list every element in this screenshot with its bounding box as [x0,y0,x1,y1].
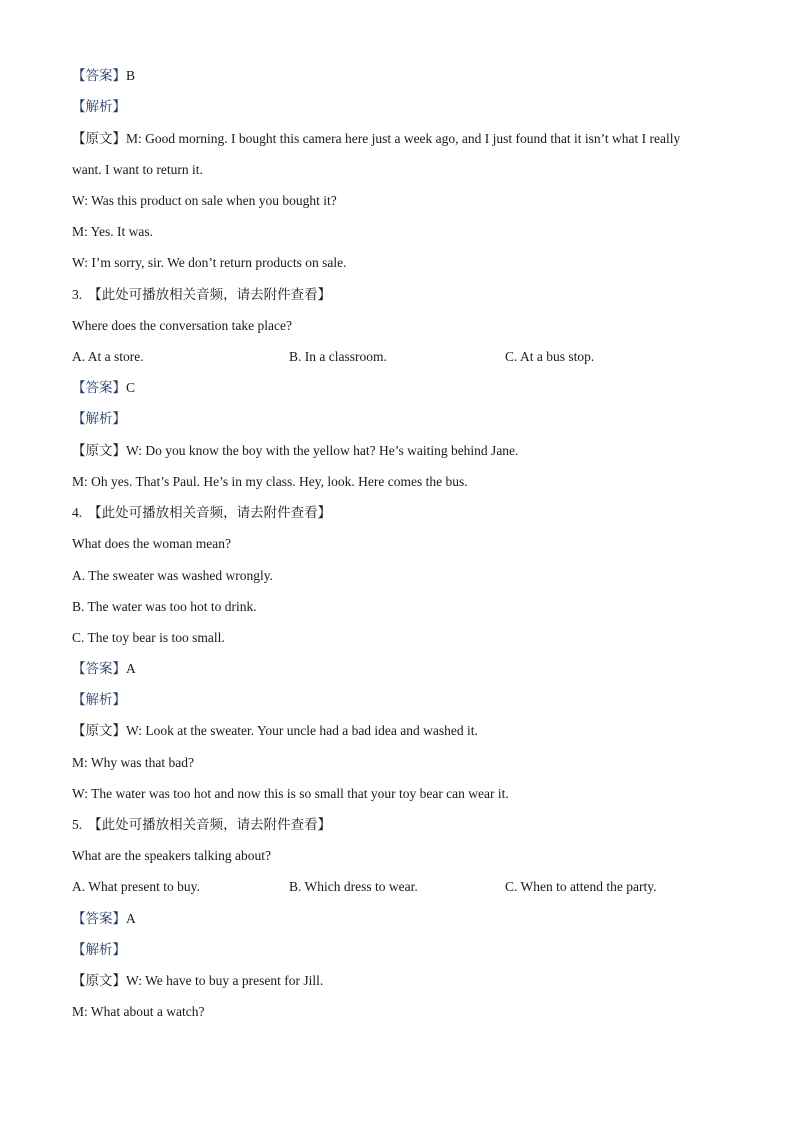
answer-label: 【答案】 [72,911,126,926]
transcript-text: M: Good morning. I bought this camera here just a week ago, and I just found that it isn’t what I really [126,131,681,146]
option-c: C. When to attend the party. [505,879,657,894]
answer-label: 【答案】 [72,68,126,83]
option-c: C. The toy bear is too small. [72,630,225,645]
option-b: B. The water was too hot to drink. [72,599,257,614]
option-c: C. At a bus stop. [505,349,595,364]
answer-label: 【答案】 [72,380,126,395]
transcript-line: W: Was this product on sale when you bought it? [72,193,337,208]
analysis-line-q3 [72,410,126,428]
transcript-line: W: The water was too hot and now this is so small that your toy bear can wear it. [72,786,509,801]
analysis-line-q2 [72,98,126,116]
analysis-label: 【解析】 [72,692,126,707]
answer-line-q2 [72,67,135,85]
transcript-text: W: Look at the sweater. Your uncle had a bad idea and washed it. [126,723,478,738]
option-a: A. At a store. [72,349,144,364]
question-header-5 [72,816,331,834]
question-text: What does the woman mean? [72,536,231,551]
question-header-3 [72,286,331,304]
option-a: A. The sweater was washed wrongly. [72,568,273,583]
transcript-line: M: Yes. It was. [72,224,154,239]
answer-line-q5 [72,910,136,928]
answer-line-q4 [72,660,136,678]
analysis-label: 【解析】 [72,942,126,957]
analysis-line-q4 [72,691,126,709]
original-line-q5 [72,972,323,990]
analysis-label: 【解析】 [72,411,126,426]
question-text: Where does the conversation take place? [72,318,293,333]
question-number: 5. [72,817,83,832]
question-number: 3. [72,287,83,302]
original-line-q4 [72,722,478,740]
answer-line-q3 [72,379,135,397]
answer-value: B [126,68,136,83]
answer-value: C [126,380,136,395]
question-number: 4. [72,505,83,520]
transcript-line: M: Oh yes. That’s Paul. He’s in my class. Hey, look. Here comes the bus. [72,474,468,489]
audio-note: 【此处可播放相关音频，请去附件查看】 [88,505,332,520]
analysis-label: 【解析】 [72,99,126,114]
option-a: A. What present to buy. [72,879,200,894]
question-text: What are the speakers talking about? [72,848,272,863]
analysis-line-q5 [72,941,126,959]
original-label: 【原文】 [72,443,126,458]
transcript-line: W: I’m sorry, sir. We don’t return products on sale. [72,255,347,270]
option-b: B. In a classroom. [289,349,387,364]
option-b: B. Which dress to wear. [289,879,418,894]
answer-value: A [126,911,136,926]
audio-note: 【此处可播放相关音频，请去附件查看】 [88,817,332,832]
transcript-text: W: We have to buy a present for Jill. [126,973,324,988]
transcript-line: M: Why was that bad? [72,755,194,770]
answer-value: A [126,661,136,676]
original-label: 【原文】 [72,131,126,146]
original-line-q2 [72,130,680,148]
answer-label: 【答案】 [72,661,126,676]
transcript-text: W: Do you know the boy with the yellow hat? He’s waiting behind Jane. [126,443,519,458]
transcript-text: want. I want to return it. [72,162,203,177]
original-label: 【原文】 [72,723,126,738]
question-header-4 [72,504,331,522]
original-line-q3 [72,442,518,460]
audio-note: 【此处可播放相关音频，请去附件查看】 [88,287,332,302]
original-label: 【原文】 [72,973,126,988]
transcript-line [72,161,203,179]
transcript-line: M: What about a watch? [72,1004,205,1019]
